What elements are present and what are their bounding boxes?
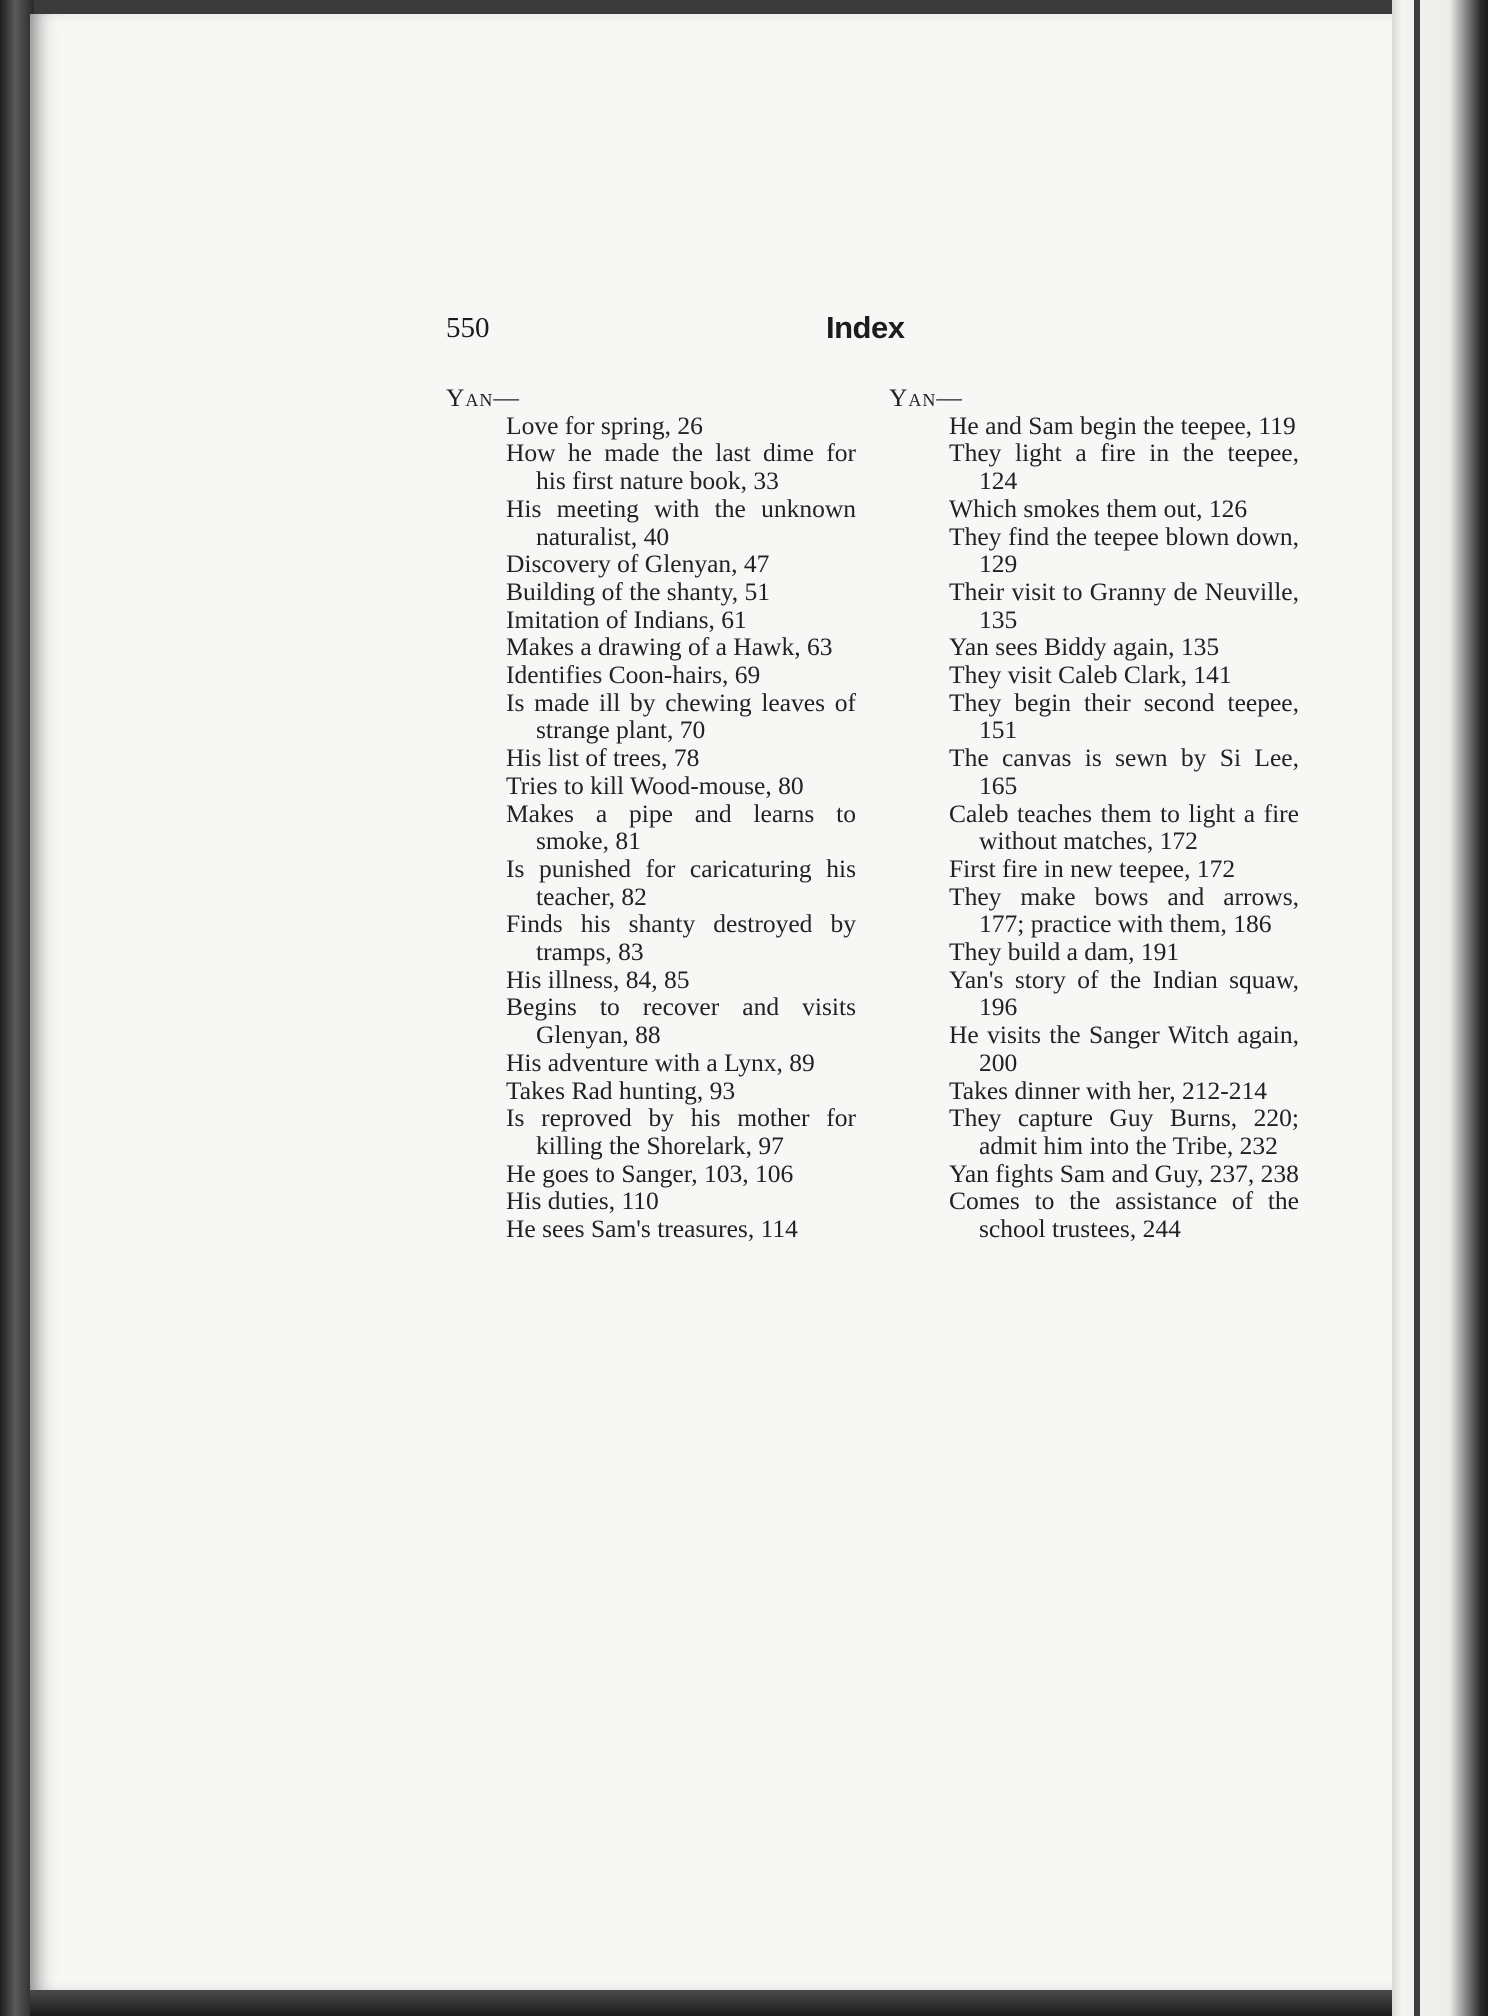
index-entry-list [446, 412, 856, 1243]
index-entry: Yan sees Biddy again, 135 [949, 632, 1220, 662]
book-spine [0, 0, 34, 2016]
index-entry: Is made ill by chewing leaves of strange plant, 70 [506, 687, 856, 745]
index-entry: Their visit to Granny de Neuville, 135 [949, 576, 1299, 634]
index-entry: They find the teepee blown down, 129 [949, 521, 1299, 579]
index-entry: They make bows and arrows, 177; practice with them, 186 [949, 881, 1299, 939]
index-entry: Yan's story of the Indian squaw, 196 [949, 964, 1299, 1022]
index-entry: Which smokes them out, 126 [949, 493, 1248, 523]
index-entry: He goes to Sanger, 103, 106 [506, 1158, 794, 1188]
index-entry: Love for spring, 26 [506, 410, 703, 440]
index-entry: Takes dinner with her, 212-214 [949, 1075, 1267, 1105]
index-entry: Makes a pipe and learns to smoke, 81 [506, 798, 856, 856]
facing-page-edge [1392, 0, 1488, 2016]
running-head: Index [826, 310, 905, 345]
index-entry: His illness, 84, 85 [506, 964, 690, 994]
page-gutter [1414, 0, 1420, 2016]
index-entry: Makes a drawing of a Hawk, 63 [506, 632, 833, 662]
index-entry: He sees Sam's treasures, 114 [506, 1214, 798, 1244]
index-entry: They begin their second teepee, 151 [949, 687, 1299, 745]
index-column-right [889, 384, 1299, 1243]
index-entry: Begins to recover and visits Glenyan, 88 [506, 992, 856, 1050]
page-number: 550 [446, 312, 490, 344]
index-entry: The canvas is sewn by Si Lee, 165 [949, 743, 1299, 800]
index-heading: Yan— [446, 383, 520, 412]
index-entry-list [889, 412, 1299, 1243]
index-entry: Tries to kill Wood-mouse, 80 [506, 770, 804, 800]
index-entry: Finds his shanty destroyed by tramps, 83 [506, 909, 856, 967]
page-header [446, 312, 1306, 352]
index-entry: They capture Guy Burns, 220; admit him into the Tribe, 232 [949, 1103, 1299, 1160]
index-heading: Yan— [889, 383, 963, 412]
book-bottom-edge [30, 1990, 1392, 2016]
index-entry: They light a fire in the teepee, 124 [949, 438, 1299, 496]
index-entry: His adventure with a Lynx, 89 [506, 1047, 815, 1077]
index-entry: How he made the last dime for his first nature book, 33 [506, 438, 856, 496]
index-column-left [446, 384, 856, 1243]
index-entry: Comes to the assistance of the school trustees, 244 [949, 1186, 1299, 1244]
index-entry: He visits the Sanger Witch again, 200 [949, 1020, 1299, 1077]
index-entry: His list of trees, 78 [506, 743, 700, 773]
index-entry: He and Sam begin the teepee, 119 [949, 410, 1296, 440]
index-entry: Is reproved by his mother for killing the Shorelark, 97 [506, 1103, 856, 1160]
index-entry: His meeting with the unknown naturalist, 40 [506, 493, 856, 551]
index-entry: His duties, 110 [506, 1186, 659, 1216]
index-entry: Building of the shanty, 51 [506, 576, 770, 606]
index-entry: Is punished for caricaturing his teacher, 82 [506, 853, 856, 911]
index-entry: Discovery of Glenyan, 47 [506, 549, 770, 579]
index-entry: They visit Caleb Clark, 141 [949, 660, 1232, 690]
index-entry: Identifies Coon-hairs, 69 [506, 660, 761, 690]
index-entry: First fire in new teepee, 172 [949, 853, 1236, 883]
index-entry: Yan fights Sam and Guy, 237, 238 [949, 1158, 1299, 1188]
index-entry: Caleb teaches them to light a fire without matches, 172 [949, 798, 1299, 856]
index-entry: Takes Rad hunting, 93 [506, 1075, 736, 1105]
index-entry: They build a dam, 191 [949, 937, 1180, 967]
index-entry: Imitation of Indians, 61 [506, 604, 747, 634]
